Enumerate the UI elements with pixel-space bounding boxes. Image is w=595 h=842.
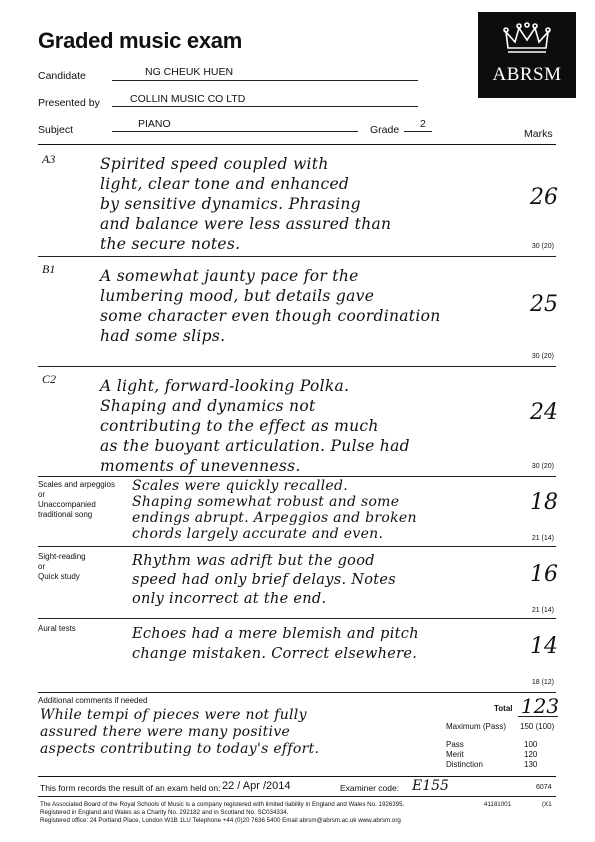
mark-a3: 26 — [530, 185, 558, 210]
mark-sight-reading: 16 — [530, 562, 558, 587]
marks-label: Marks — [524, 128, 553, 140]
divider — [38, 256, 556, 257]
subject-value: PIANO — [138, 118, 171, 130]
divider — [38, 546, 556, 547]
max-mark-sight-reading: 21 (14) — [531, 607, 554, 614]
comment-line: Scales were quickly recalled. — [132, 478, 349, 494]
presented-by-underline — [112, 106, 418, 107]
presented-by-label: Presented by — [38, 97, 100, 109]
record-text: This form records the result of an exam held on: — [40, 783, 221, 793]
pass-value: 100 — [524, 740, 538, 749]
divider — [38, 776, 556, 777]
candidate-underline — [112, 80, 418, 81]
mark-c2: 24 — [530, 400, 558, 425]
section-label-aural: Aural tests — [38, 624, 76, 633]
presented-by-value: COLLIN MUSIC CO LTD — [130, 93, 246, 105]
page-title: Graded music exam — [38, 28, 242, 53]
comment-line: Spirited speed coupled with — [100, 155, 329, 173]
examiner-code-label: Examiner code: — [340, 783, 400, 793]
divider — [38, 692, 556, 693]
comment-line: as the buoyant articulation. Pulse had — [100, 437, 410, 455]
divider — [38, 796, 556, 797]
max-mark-aural: 18 (12) — [531, 679, 554, 686]
comment-b1 — [100, 266, 440, 346]
comment-line: endings abrupt. Arpeggios and broken — [132, 510, 417, 526]
footer-legal — [40, 801, 460, 825]
form-code: (X1 — [542, 801, 552, 808]
mark-scales: 18 — [530, 490, 558, 515]
section-label-b1: B1 — [42, 262, 56, 276]
section-label-scales: Scales and arpeggios or Unaccompanied traditional song — [38, 480, 115, 519]
comment-a3 — [100, 154, 391, 254]
logo-text: ABRSM — [492, 64, 562, 85]
comment-line: Shaping and dynamics not — [100, 397, 316, 415]
crown-icon — [502, 22, 552, 58]
max-mark-a3: 30 (20) — [531, 243, 554, 250]
exam-date: 22 / Apr /2014 — [222, 780, 291, 792]
divider — [38, 476, 556, 477]
total-label: Total — [494, 704, 513, 713]
form-code-right: 6074 — [536, 784, 552, 791]
section-label-sight-reading: Sight-reading or Quick study — [38, 552, 86, 581]
additional-comments-label: Additional comments if needed — [38, 696, 148, 705]
comment-line: lumbering mood, but details gave — [100, 287, 375, 305]
grade-underline — [404, 131, 432, 132]
subject-label: Subject — [38, 124, 74, 136]
pass-label: Pass — [446, 740, 464, 749]
abrsm-logo — [478, 12, 576, 98]
candidate-label: Candidate — [38, 70, 86, 82]
max-mark-scales: 21 (14) — [531, 535, 554, 542]
maximum-label: Maximum (Pass) — [446, 722, 507, 731]
grade-label: Grade — [370, 124, 400, 136]
comment-line: had some slips. — [100, 327, 226, 345]
form-number: 41181001 — [484, 801, 512, 808]
comment-line: and balance were less assured than — [100, 215, 392, 233]
grade-value: 2 — [420, 118, 426, 130]
footer-line: Registered office: 24 Portland Place, London W1B 1LU Telephone +44 (0)20 7636 5400 Email abrsm@abrsm.ac.uk www.abrsm.org — [40, 817, 401, 824]
merit-label: Merit — [446, 750, 464, 759]
comment-line: assured there were many positive — [40, 724, 291, 740]
comment-line: speed had only brief delays. Notes — [132, 572, 397, 588]
comment-line: only incorrect at the end. — [132, 591, 327, 607]
footer-line: Registered in England and Wales as a Charity No. 292182 and in Scotland No. SC034334. — [40, 809, 289, 816]
comment-line: change mistaken. Correct elsewhere. — [132, 646, 418, 662]
comment-line: A light, forward-looking Polka. — [100, 377, 350, 395]
comment-line: A somewhat jaunty pace for the — [100, 267, 359, 285]
comment-scales — [132, 478, 417, 542]
distinction-value: 130 — [524, 760, 538, 769]
comment-line: Shaping somewhat robust and some — [132, 494, 400, 510]
total-value: 123 — [520, 694, 560, 718]
comment-aural — [132, 624, 419, 664]
max-mark-b1: 30 (20) — [531, 353, 554, 360]
distinction-label: Distinction — [446, 760, 483, 769]
divider — [38, 144, 556, 145]
comment-line: some character even though coordination — [100, 307, 441, 325]
maximum-value: 150 (100) — [520, 722, 555, 731]
comment-line: While tempi of pieces were not fully — [40, 707, 307, 723]
comment-line: light, clear tone and enhanced — [100, 175, 350, 193]
comment-line: Echoes had a mere blemish and pitch — [132, 626, 419, 642]
comment-line: aspects contributing to today's effort. — [40, 741, 320, 757]
comment-line: the secure notes. — [100, 235, 241, 253]
max-mark-c2: 30 (20) — [531, 463, 554, 470]
mark-b1: 25 — [530, 292, 558, 317]
divider — [38, 366, 556, 367]
mark-aural: 14 — [530, 634, 558, 659]
additional-comments — [40, 707, 319, 758]
subject-underline — [112, 131, 358, 132]
comment-line: Rhythm was adrift but the good — [132, 553, 375, 569]
examiner-code-value: E155 — [412, 778, 449, 794]
comment-c2 — [100, 376, 410, 476]
merit-value: 120 — [524, 750, 538, 759]
total-underline — [518, 716, 558, 717]
section-label-a3: A3 — [42, 152, 56, 166]
comment-line: by sensitive dynamics. Phrasing — [100, 195, 361, 213]
section-label-c2: C2 — [42, 372, 57, 386]
footer-line: The Associated Board of the Royal Schools of Music is a company registered with limited liability in England and Wales No. 1926395. — [40, 801, 405, 808]
divider — [38, 618, 556, 619]
candidate-value: NG CHEUK HUEN — [145, 66, 234, 78]
comment-sight-reading — [132, 552, 396, 609]
comment-line: contributing to the effect as much — [100, 417, 379, 435]
comment-line: chords largely accurate and even. — [132, 526, 384, 542]
comment-line: moments of unevenness. — [100, 457, 301, 475]
